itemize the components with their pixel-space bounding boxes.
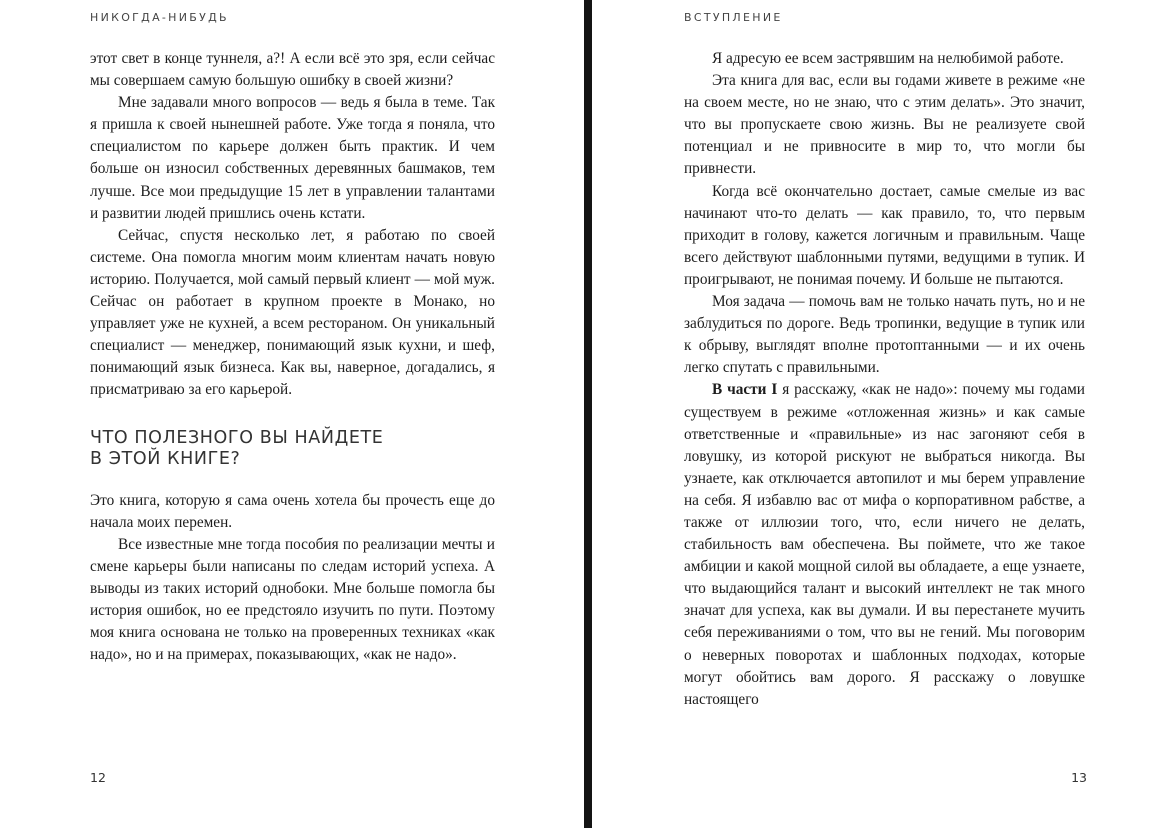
page-number-right: 13	[1071, 770, 1087, 785]
paragraph: Моя задача — помочь вам не только начать путь, но и не заблудиться по дороге. Ведь тропинки, ведущие в тупик или к обрыву, выглядят вполне протоптанными — и их очень легко спутать с правильными.	[684, 293, 1085, 377]
paragraph: Это книга, которую я сама очень хотела бы прочесть еще до начала моих перемен.	[90, 491, 495, 531]
paragraph: Сейчас, спустя несколько лет, я работаю по своей системе. Она помогла многим моим клиентам начать новую историю. Получается, мой самый первый клиент — мой муж. Сейчас он работает в крупном проекте в Монако, но управляет уже не кухней, а всем рестораном. Он уникальный специалист — менеджер, понимающий язык кухни, и шеф, понимающий язык бизнеса. Как вы, наверное, догадались, я присматриваю за его карьерой.	[90, 226, 495, 399]
paragraph-part-one	[684, 379, 1085, 710]
paragraph: Я адресую ее всем застрявшим на нелюбимой работе.	[712, 50, 1064, 67]
paragraph: Эта книга для вас, если вы годами живете в режиме «не на своем месте, но не знаю, что с этим делать». Это значит, что вы пропускаете свою жизнь. Вы не реализуете свой потенциал и не привносите в мир то, что могли бы привнести.	[684, 72, 1085, 178]
paragraph: этот свет в конце туннеля, а?! А если всё это зря, если сейчас мы совершаем самую большую ошибку в своей жизни?	[90, 50, 495, 90]
part-one-label: В части I	[712, 381, 778, 399]
paragraph: Все известные мне тогда пособия по реализации мечты и смене карьеры были написаны по следам историй успеха. А выводы из таких историй однобоки. Мне больше помогла бы история ошибок, но ее предстояло изучить по пути. Поэтому моя книга основана не только на проверенных техниках «как надо», но и на примерах, показывающих, «как не надо».	[90, 535, 495, 664]
section-heading-line-1: ЧТО ПОЛЕЗНОГО ВЫ НАЙДЕТЕ	[90, 427, 384, 448]
page-number-left: 12	[90, 770, 106, 785]
right-page	[592, 0, 1174, 828]
right-page-text	[684, 48, 1085, 711]
section-heading-line-2: В ЭТОЙ КНИГЕ?	[90, 448, 241, 469]
part-one-text: я расскажу, «как не надо»: почему мы годами существуем в режиме «отложенная жизнь» и как самые ответственные и «правильные» из нас загоняют себя в ловушку, из которой рискуют не выбраться никогда. Вы узнаете, как отключается автопилот и мы берем управление на себя. Я избавлю вас от мифа о корпоративном рабстве, а также от иллюзии того, что, если ничего не делать, стабильность вам обеспечена. Вы поймете, что же такое амбиции и какой мощной силой вы обладаете, а еще узнаете, что выдающийся талант и высокий интеллект не так много значат для успеха, как вы думали. И вы перестанете мучить себя переживаниями о том, что вы не гений. Мы поговорим о неверных поворотах и шаблонных подходах, которые могут обойтись вам дорого. Я расскажу о ловушке настоящего	[684, 381, 1085, 708]
paragraph: Когда всё окончательно достает, самые смелые из вас начинают что-то делать — как правило, то, что первым приходит в голову, кажется логичным и правильным. Чаще всего действуют шаблонными путями, ведущими в тупик. И проигрывают, не понимая почему. И больше не пытаются.	[684, 182, 1085, 288]
book-spine	[584, 0, 592, 828]
running-head-right: ВСТУПЛЕНИЕ	[684, 11, 783, 24]
left-page	[0, 0, 584, 828]
section-heading	[90, 428, 495, 470]
running-head-left: НИКОГДА-НИБУДЬ	[90, 11, 229, 24]
left-page-text	[90, 48, 495, 666]
paragraph: Мне задавали много вопросов — ведь я была в теме. Так я пришла к своей нынешней работе. Уже тогда я поняла, что специалистом по карьере должен быть практик. И чем больше он износил собственных деревянных башмаков, тем лучше. Все мои предыдущие 15 лет в управлении талантами и развитии людей пришлись очень кстати.	[90, 94, 495, 222]
